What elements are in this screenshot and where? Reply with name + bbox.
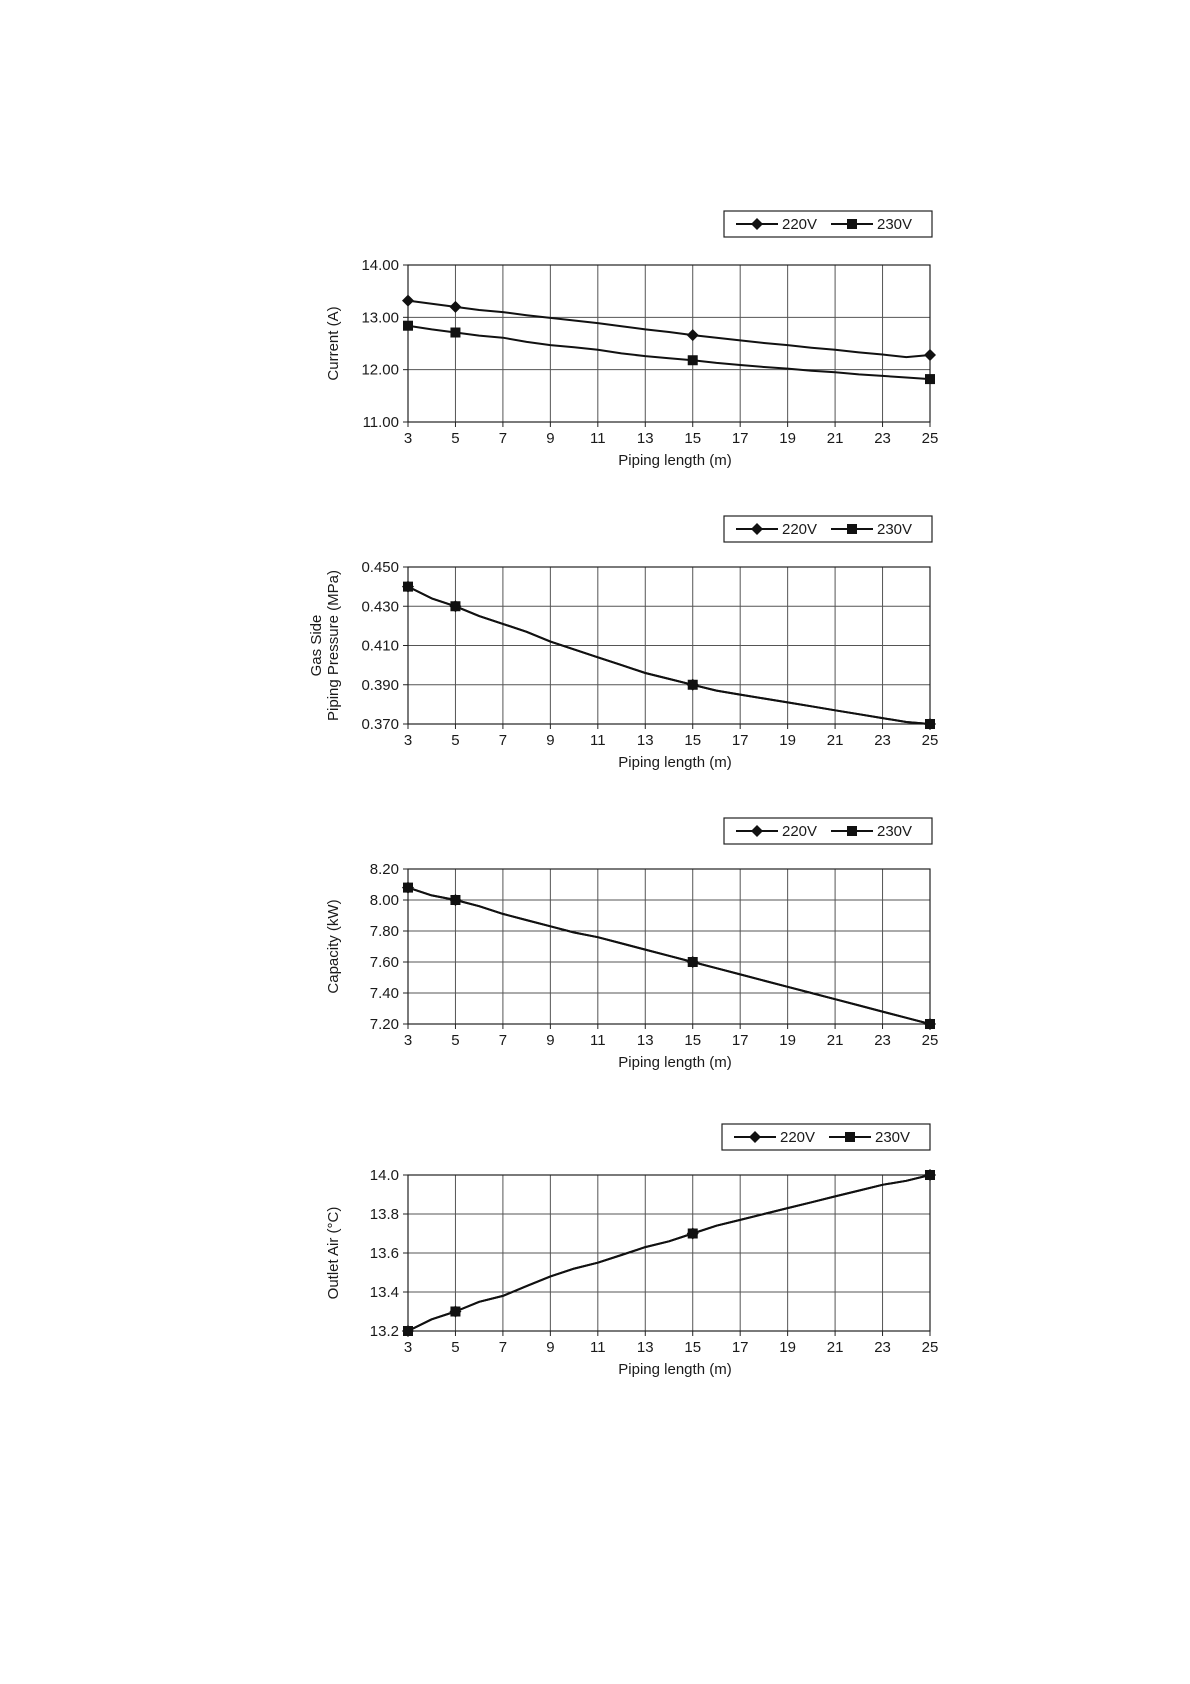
- x-tick-label: 25: [921, 732, 939, 749]
- data-point-230V: [450, 328, 460, 338]
- data-point-230V: [688, 355, 698, 365]
- y-tick-label: 0.430: [361, 598, 399, 616]
- x-tick-label: 21: [826, 732, 844, 749]
- y-axis-label: Gas Side: [308, 614, 325, 677]
- x-tick-label: 9: [546, 732, 555, 749]
- x-tick-label: 17: [731, 732, 749, 749]
- series-line-230V: [408, 587, 930, 724]
- x-tick-label: 11: [590, 732, 606, 749]
- series-line-230V: [408, 888, 930, 1024]
- data-point-230V: [450, 895, 460, 905]
- data-point-230V: [450, 601, 460, 611]
- x-tick-label: 7: [498, 1032, 508, 1049]
- x-tick-label: 23: [874, 1339, 891, 1356]
- series-line-220V: [408, 301, 930, 358]
- x-tick-label: 15: [684, 430, 702, 447]
- x-axis-label: Piping length (m): [618, 754, 732, 771]
- x-axis-label: Piping length (m): [618, 452, 732, 469]
- legend-label-220V: 220V: [782, 216, 818, 233]
- y-tick-label: 14.00: [361, 257, 399, 274]
- data-point-230V: [925, 1170, 935, 1180]
- y-tick-label: 13.00: [361, 309, 399, 327]
- plot-frame: [408, 869, 930, 1024]
- y-axis-label: Current (A): [325, 306, 342, 381]
- legend-marker-230V: [847, 219, 857, 229]
- x-tick-label: 15: [684, 732, 702, 749]
- y-tick-label: 13.6: [369, 1245, 399, 1262]
- x-tick-label: 13: [636, 732, 654, 749]
- legend: [722, 1124, 930, 1150]
- x-tick-label: 13: [636, 1032, 654, 1049]
- y-tick-label: 7.60: [369, 954, 399, 971]
- x-tick-label: 7: [498, 732, 508, 749]
- legend: [724, 211, 932, 237]
- x-tick-label: 13: [636, 1339, 654, 1356]
- x-tick-label: 21: [826, 430, 844, 447]
- y-tick-label: 14.0: [369, 1167, 399, 1184]
- x-tick-label: 9: [546, 430, 555, 447]
- chart-2: [308, 516, 938, 771]
- data-point-220V: [449, 301, 461, 313]
- x-tick-label: 7: [498, 1339, 508, 1356]
- data-point-230V: [688, 680, 698, 690]
- legend-marker-230V: [847, 826, 857, 836]
- x-tick-label: 23: [874, 732, 891, 749]
- y-tick-label: 11.00: [362, 414, 399, 431]
- y-tick-label: 0.370: [361, 716, 399, 733]
- x-tick-label: 23: [874, 430, 891, 447]
- legend-label-230V: 230V: [877, 823, 913, 840]
- x-tick-label: 11: [590, 430, 606, 447]
- legend-label-230V: 230V: [877, 216, 913, 233]
- x-tick-label: 3: [403, 732, 413, 749]
- y-axis-label: Capacity (kW): [325, 899, 342, 994]
- data-point-230V: [450, 1307, 460, 1317]
- y-tick-label: 0.450: [361, 559, 399, 576]
- y-axis-label: Piping Pressure (MPa): [325, 570, 342, 721]
- data-point-230V: [925, 719, 935, 729]
- y-tick-label: 13.2: [369, 1323, 399, 1340]
- chart-1: [325, 211, 938, 469]
- x-tick-label: 17: [731, 1032, 749, 1049]
- x-tick-label: 7: [498, 430, 508, 447]
- legend-label-220V: 220V: [780, 1129, 816, 1146]
- y-tick-label: 13.4: [369, 1284, 399, 1301]
- data-point-220V: [402, 295, 414, 307]
- x-tick-label: 23: [874, 1032, 891, 1049]
- data-point-220V: [924, 349, 936, 361]
- data-point-220V: [687, 329, 699, 341]
- chart-4: [325, 1124, 938, 1378]
- x-tick-label: 21: [826, 1032, 844, 1049]
- y-tick-label: 13.8: [369, 1206, 399, 1223]
- data-point-230V: [925, 374, 935, 384]
- x-axis-label: Piping length (m): [618, 1054, 732, 1071]
- y-axis-label: Outlet Air (°C): [325, 1206, 342, 1300]
- x-tick-label: 25: [921, 430, 939, 447]
- x-tick-label: 17: [731, 1339, 749, 1356]
- x-tick-label: 19: [779, 732, 796, 749]
- data-point-230V: [403, 321, 413, 331]
- y-tick-label: 7.80: [369, 923, 399, 940]
- y-tick-label: 7.40: [369, 985, 399, 1002]
- x-tick-label: 5: [451, 430, 460, 447]
- data-point-230V: [403, 582, 413, 592]
- x-tick-label: 3: [403, 1339, 413, 1356]
- x-tick-label: 17: [731, 430, 749, 447]
- y-tick-label: 7.20: [369, 1016, 399, 1033]
- x-tick-label: 11: [590, 1339, 606, 1356]
- legend-label-220V: 220V: [782, 521, 818, 538]
- x-tick-label: 19: [779, 1339, 796, 1356]
- legend-marker-230V: [845, 1132, 855, 1142]
- legend: [724, 516, 932, 542]
- x-tick-label: 19: [779, 430, 796, 447]
- data-point-230V: [403, 1326, 413, 1336]
- data-point-230V: [403, 883, 413, 893]
- data-point-230V: [688, 1229, 698, 1239]
- series-line-220V: [408, 587, 930, 724]
- y-tick-label: 0.390: [361, 676, 399, 694]
- y-tick-label: 0.410: [361, 637, 399, 655]
- x-tick-label: 11: [590, 1032, 606, 1049]
- x-tick-label: 3: [403, 1032, 413, 1049]
- x-tick-label: 5: [451, 1032, 460, 1049]
- chart-3: [325, 818, 938, 1071]
- x-tick-label: 15: [684, 1339, 702, 1356]
- legend: [724, 818, 932, 844]
- legend-label-230V: 230V: [875, 1129, 911, 1146]
- x-tick-label: 13: [636, 430, 654, 447]
- data-point-230V: [688, 957, 698, 967]
- data-point-230V: [925, 1019, 935, 1029]
- x-tick-label: 9: [546, 1339, 555, 1356]
- x-tick-label: 25: [921, 1032, 939, 1049]
- y-tick-label: 8.00: [369, 892, 399, 909]
- x-tick-label: 15: [684, 1032, 702, 1049]
- x-tick-label: 5: [451, 732, 460, 749]
- x-tick-label: 21: [826, 1339, 844, 1356]
- legend-label-220V: 220V: [782, 823, 818, 840]
- legend-marker-230V: [847, 524, 857, 534]
- y-tick-label: 8.20: [369, 861, 399, 878]
- legend-label-230V: 230V: [877, 521, 913, 538]
- plot-frame: [408, 265, 930, 422]
- x-tick-label: 5: [451, 1339, 460, 1356]
- x-tick-label: 25: [921, 1339, 939, 1356]
- x-tick-label: 19: [779, 1032, 796, 1049]
- x-axis-label: Piping length (m): [618, 1361, 732, 1378]
- x-tick-label: 3: [403, 430, 413, 447]
- x-tick-label: 9: [546, 1032, 555, 1049]
- y-tick-label: 12.00: [361, 361, 399, 379]
